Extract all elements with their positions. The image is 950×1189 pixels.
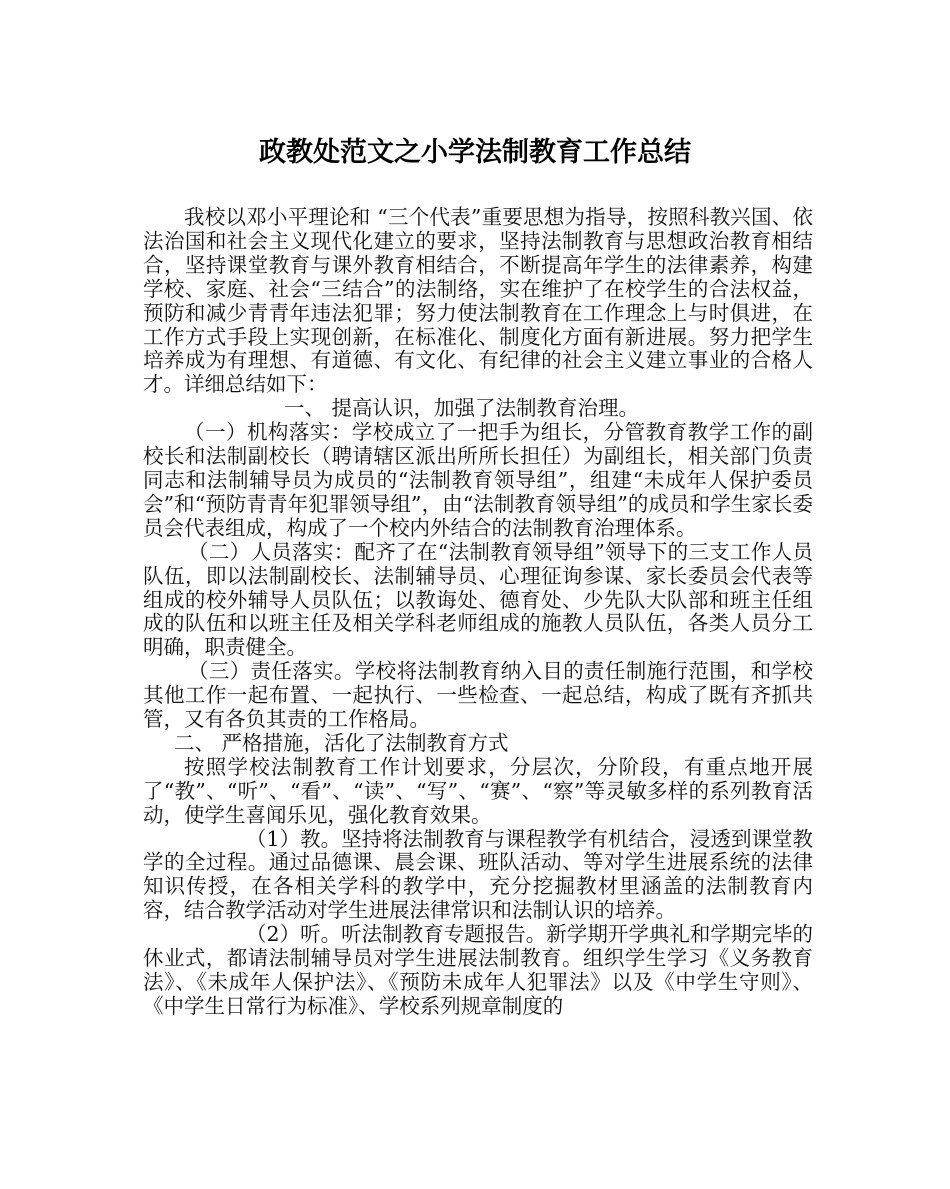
paragraph-listen: （2）听。听法制教育专题报告。新学期开学典礼和学期完毕的休业式，都请法制辅导员对学生进展法制教育。组织学生学习《义务教育法》、《未成年人保护法》、《预防未成年人犯罪法》以及《中学生守则》、《中学生日常行为标准》、学校系列规章制度的 xyxy=(143,922,813,1018)
document-title: 政教处范文之小学法制教育工作总结 xyxy=(259,137,691,168)
section-heading-1: 一、 提高认识，加强了法制教育治理。 xyxy=(284,396,640,421)
paragraph-activities: 按照学校法制教育工作计划要求，分层次，分阶段，有重点地开展了“教”、“听”、“看”、“读”、“写”、“赛”、“察”等灵敏多样的系列教育活动，使学生喜闻乐见，强化教育效果。 xyxy=(143,754,813,827)
document-body xyxy=(143,206,813,1019)
paragraph-personnel: （二）人员落实：配齐了在“法制教育领导组”领导下的三支工作人员队伍，即以法制副校长、法制辅导员、心理征询参谋、家长委员会代表等组成的校外辅导人员队伍；以教诲处、德育处、少先队大队部和班主任组成的队伍和以班主任及相关学科老师组成的施教人员队伍，各类人员分工明确，职责健全。 xyxy=(143,539,813,660)
paragraph-organization: （一）机构落实：学校成立了一把手为组长，分管教育教学工作的副校长和法制副校长（聘请辖区派出所所长担任）为副组长，相关部门负责同志和法制辅导员为成员的“法制教育领导组”，组建“未成年人保护委员会”和“预防青青年犯罪领导组”，由“法制教育领导组”的成员和学生家长委员会代表组成，构成了一个校内外结合的法制教育治理体系。 xyxy=(143,420,813,540)
section-heading-2: 二、 严格措施，活化了法制教育方式 xyxy=(174,730,509,755)
intro-paragraph: 我校以邓小平理论和 “三个代表”重要思想为指导，按照科教兴国、依法治国和社会主义现代化建立的要求，坚持法制教育与思想政治教育相结合，坚持课堂教育与课外教育相结合，不断提高年学生的法律素养，构建学校、家庭、社会“三结合”的法制络，实在维护了在校学生的合法权益，预防和减少青青年违法犯罪；努力使法制教育在工作理念上与时俱进，在工作方式手段上实现创新，在标准化、制度化方面有新进展。努力把学生培养成为有理想、有道德、有文化、有纪律的社会主义建立事业的合格人才。详细总结如下： xyxy=(143,205,813,397)
paragraph-responsibility: （三）责任落实。学校将法制教育纳入目的责任制施行范围，和学校其他工作一起布置、一起执行、一些检查、一起总结，构成了既有齐抓共管，又有各负其责的工作格局。 xyxy=(143,659,813,732)
paragraph-teach: （1）教。坚持将法制教育与课程教学有机结合，浸透到课堂教学的全过程。通过品德课、晨会课、班队活动、等对学生进展系统的法律知识传授，在各相关学科的教学中，充分挖掘教材里涵盖的法制教育内容，结合教学活动对学生进展法律常识和法制认识的培养。 xyxy=(143,826,813,923)
